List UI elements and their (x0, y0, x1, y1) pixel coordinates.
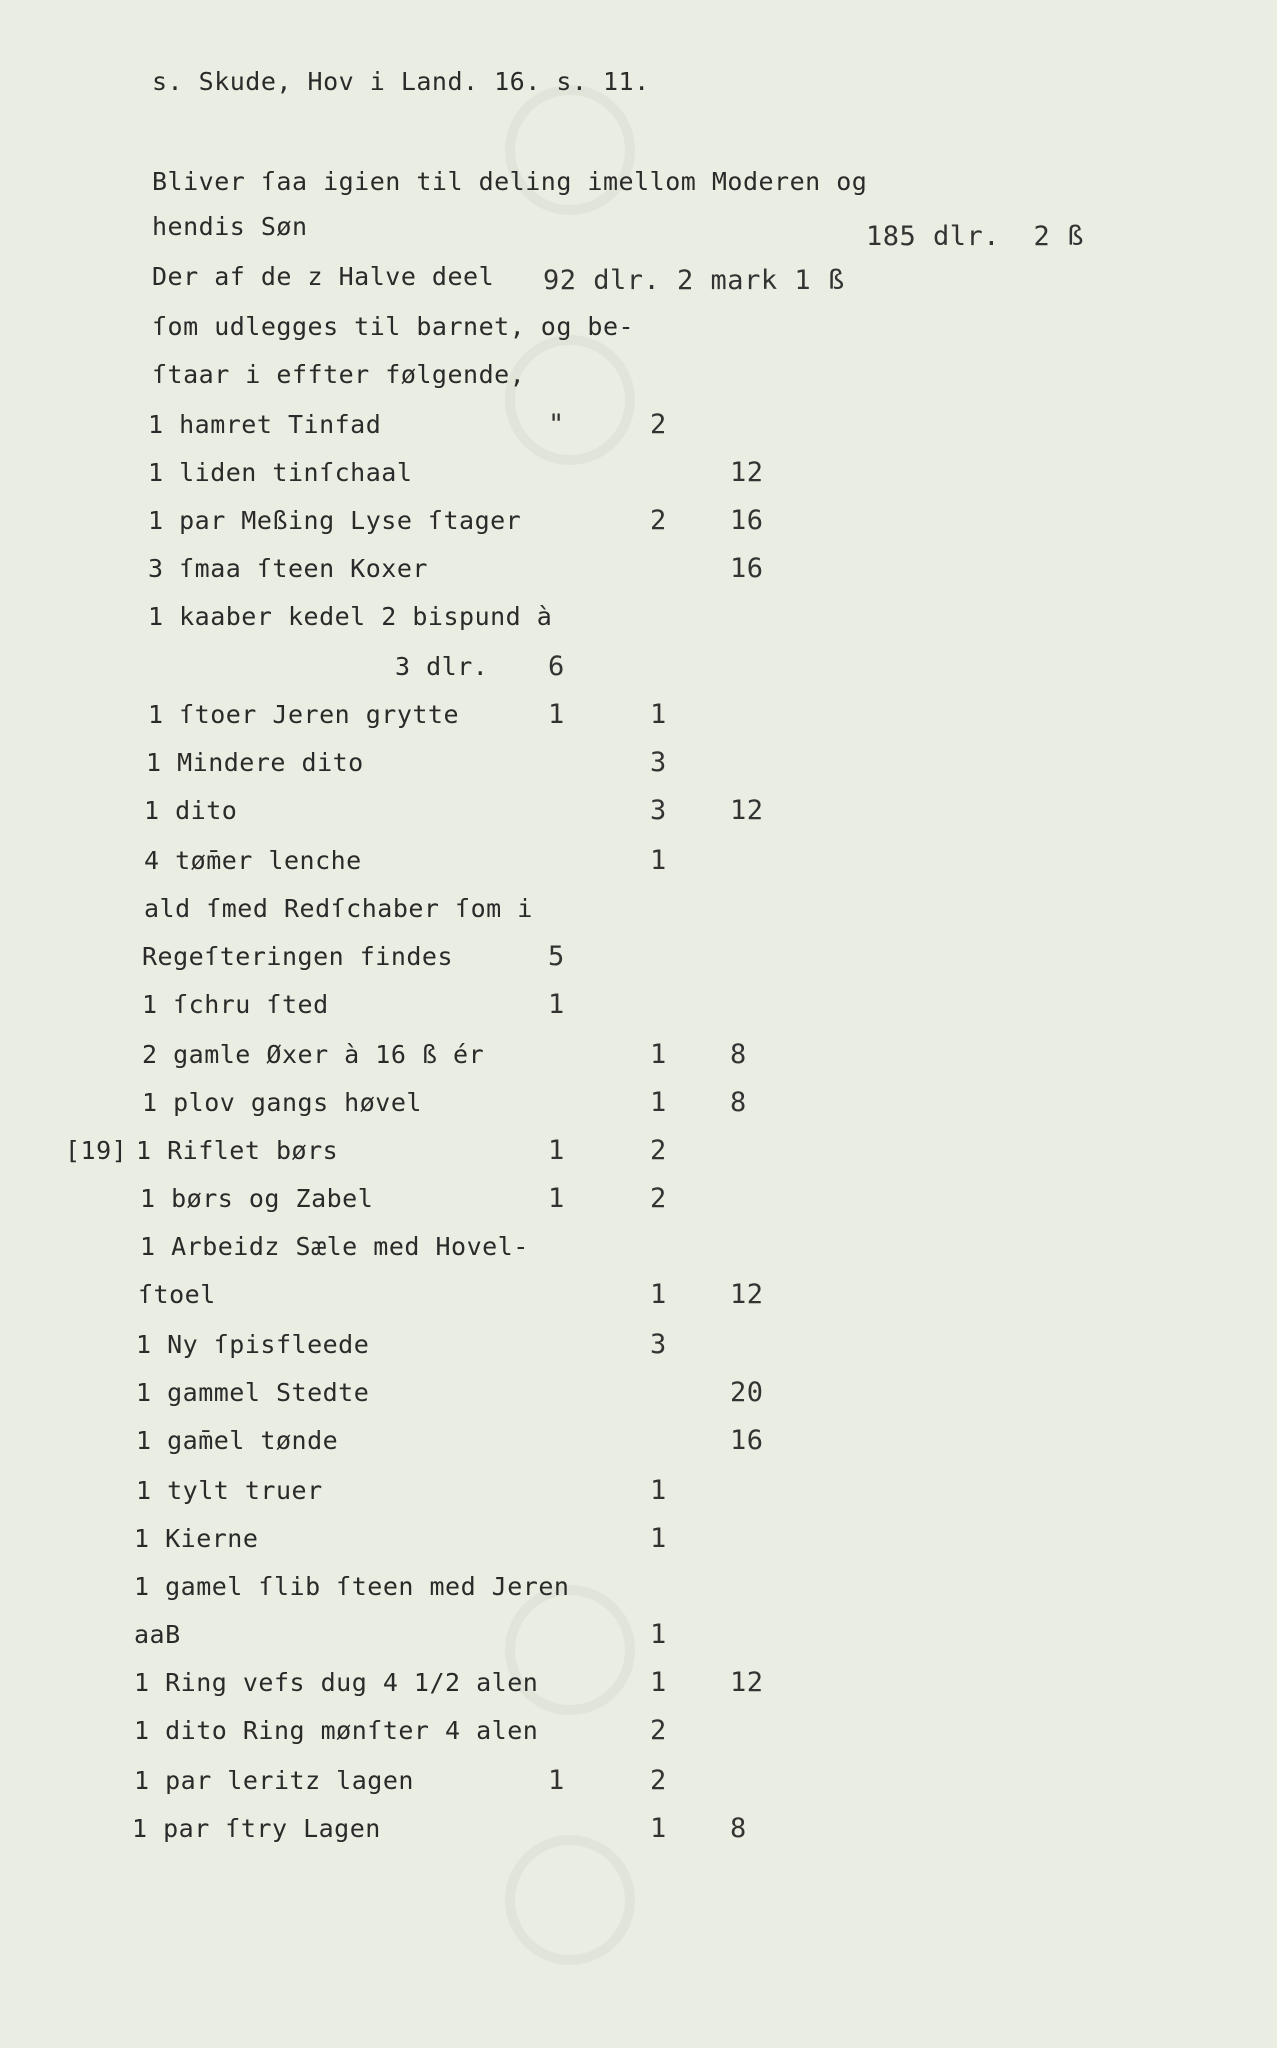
total-whole: 185 dlr. 2 ß (866, 221, 1084, 252)
item-skilling: 8 (730, 1039, 747, 1070)
item-description: 1 par leritz lagen (134, 1766, 414, 1795)
item-skilling: 12 (730, 457, 764, 488)
item-mark: 1 (650, 845, 667, 876)
item-skilling: 16 (730, 505, 764, 536)
item-dlr: 1 (548, 989, 565, 1020)
item-description: 1 par Meßing Lyse ſtager (148, 506, 522, 535)
item-mark: 2 (650, 1183, 667, 1214)
item-mark: 2 (650, 1715, 667, 1746)
item-skilling: 12 (730, 1279, 764, 1310)
item-description: 1 dito (144, 796, 238, 825)
item-description: 1 dito Ring mønſter 4 alen (134, 1716, 539, 1745)
item-description: ſtoel (138, 1280, 216, 1309)
item-description: 1 ſtoer Jeren grytte (148, 700, 460, 729)
item-mark: 1 (650, 1619, 667, 1650)
item-description: 1 liden tinſchaal (148, 458, 413, 487)
item-skilling: 12 (730, 795, 764, 826)
item-mark: 1 (650, 1475, 667, 1506)
item-description: 1 par ſtry Lagen (132, 1814, 381, 1843)
item-description: 1 ſchru ſted (142, 990, 329, 1019)
item-description: 1 Ring vefs dug 4 1/2 alen (134, 1668, 539, 1697)
intro-line-3: Der af de z Halve deel (152, 262, 495, 291)
item-mark: 2 (650, 409, 667, 440)
item-skilling: 12 (730, 1667, 764, 1698)
item-description: 1 plov gangs høvel (142, 1088, 422, 1117)
item-dlr: 1 (548, 1183, 565, 1214)
item-skilling: 16 (730, 553, 764, 584)
item-dlr: 6 (548, 651, 565, 682)
intro-line-4: ſom udlegges til barnet, og be- (152, 312, 635, 341)
item-skilling: 20 (730, 1377, 764, 1408)
item-description: 1 gammel Stedte (136, 1378, 370, 1407)
item-mark: 1 (650, 1039, 667, 1070)
item-description: 2 gamle Øxer à 16 ß ér (142, 1040, 485, 1069)
item-description: 3 ſmaa ſteen Koxer (148, 554, 428, 583)
item-mark: 2 (650, 505, 667, 536)
item-mark: 1 (650, 1813, 667, 1844)
intro-line-5: ſtaar i effter følgende, (152, 360, 526, 389)
item-description: 1 gam̄el tønde (136, 1426, 339, 1455)
item-description: 1 Ny ſpisfleede (136, 1330, 370, 1359)
item-mark: 2 (650, 1135, 667, 1166)
item-mark: 3 (650, 1329, 667, 1360)
item-skilling: 16 (730, 1425, 764, 1456)
item-mark: 1 (650, 1523, 667, 1554)
page-header: s. Skude, Hov i Land. 16. s. 11. (152, 67, 650, 96)
item-description: 1 hamret Tinfad (148, 410, 382, 439)
item-description: 1 Arbeidz Sæle med Hovel- (140, 1232, 529, 1261)
item-dlr: 5 (548, 941, 565, 972)
item-mark: 3 (650, 795, 667, 826)
margin-note: [19] (65, 1136, 128, 1165)
item-dlr: 1 (548, 1765, 565, 1796)
item-mark: 1 (650, 1087, 667, 1118)
item-description: Regeſteringen findes (142, 942, 454, 971)
item-dlr: " (548, 409, 565, 440)
item-description: 1 børs og Zabel (140, 1184, 374, 1213)
item-description: 1 kaaber kedel 2 bispund à (148, 602, 553, 631)
item-mark: 1 (650, 699, 667, 730)
intro-line-1: Bliver ſaa igien til deling imellom Moderen og (152, 167, 868, 196)
item-skilling: 8 (730, 1087, 747, 1118)
item-dlr: 1 (548, 699, 565, 730)
item-mark: 2 (650, 1765, 667, 1796)
item-description: 1 Mindere dito (146, 748, 364, 777)
item-description: ald ſmed Redſchaber ſom i (144, 894, 533, 923)
item-mark: 1 (650, 1279, 667, 1310)
item-mark: 1 (650, 1667, 667, 1698)
item-description: 1 gamel ſlib ſteen med Jeren (134, 1572, 570, 1601)
intro-line-2: hendis Søn (152, 212, 308, 241)
item-skilling: 8 (730, 1813, 747, 1844)
item-dlr: 1 (548, 1135, 565, 1166)
item-description: 1 Riflet børs (136, 1136, 339, 1165)
item-description: aaB (134, 1620, 181, 1649)
item-mark: 3 (650, 747, 667, 778)
item-description: 1 tylt truer (136, 1476, 323, 1505)
item-description: 4 tøm̄er lenche (144, 846, 362, 875)
total-half: 92 dlr. 2 mark 1 ß (543, 265, 845, 296)
item-description: 3 dlr. (395, 652, 489, 681)
item-description: 1 Kierne (134, 1524, 259, 1553)
